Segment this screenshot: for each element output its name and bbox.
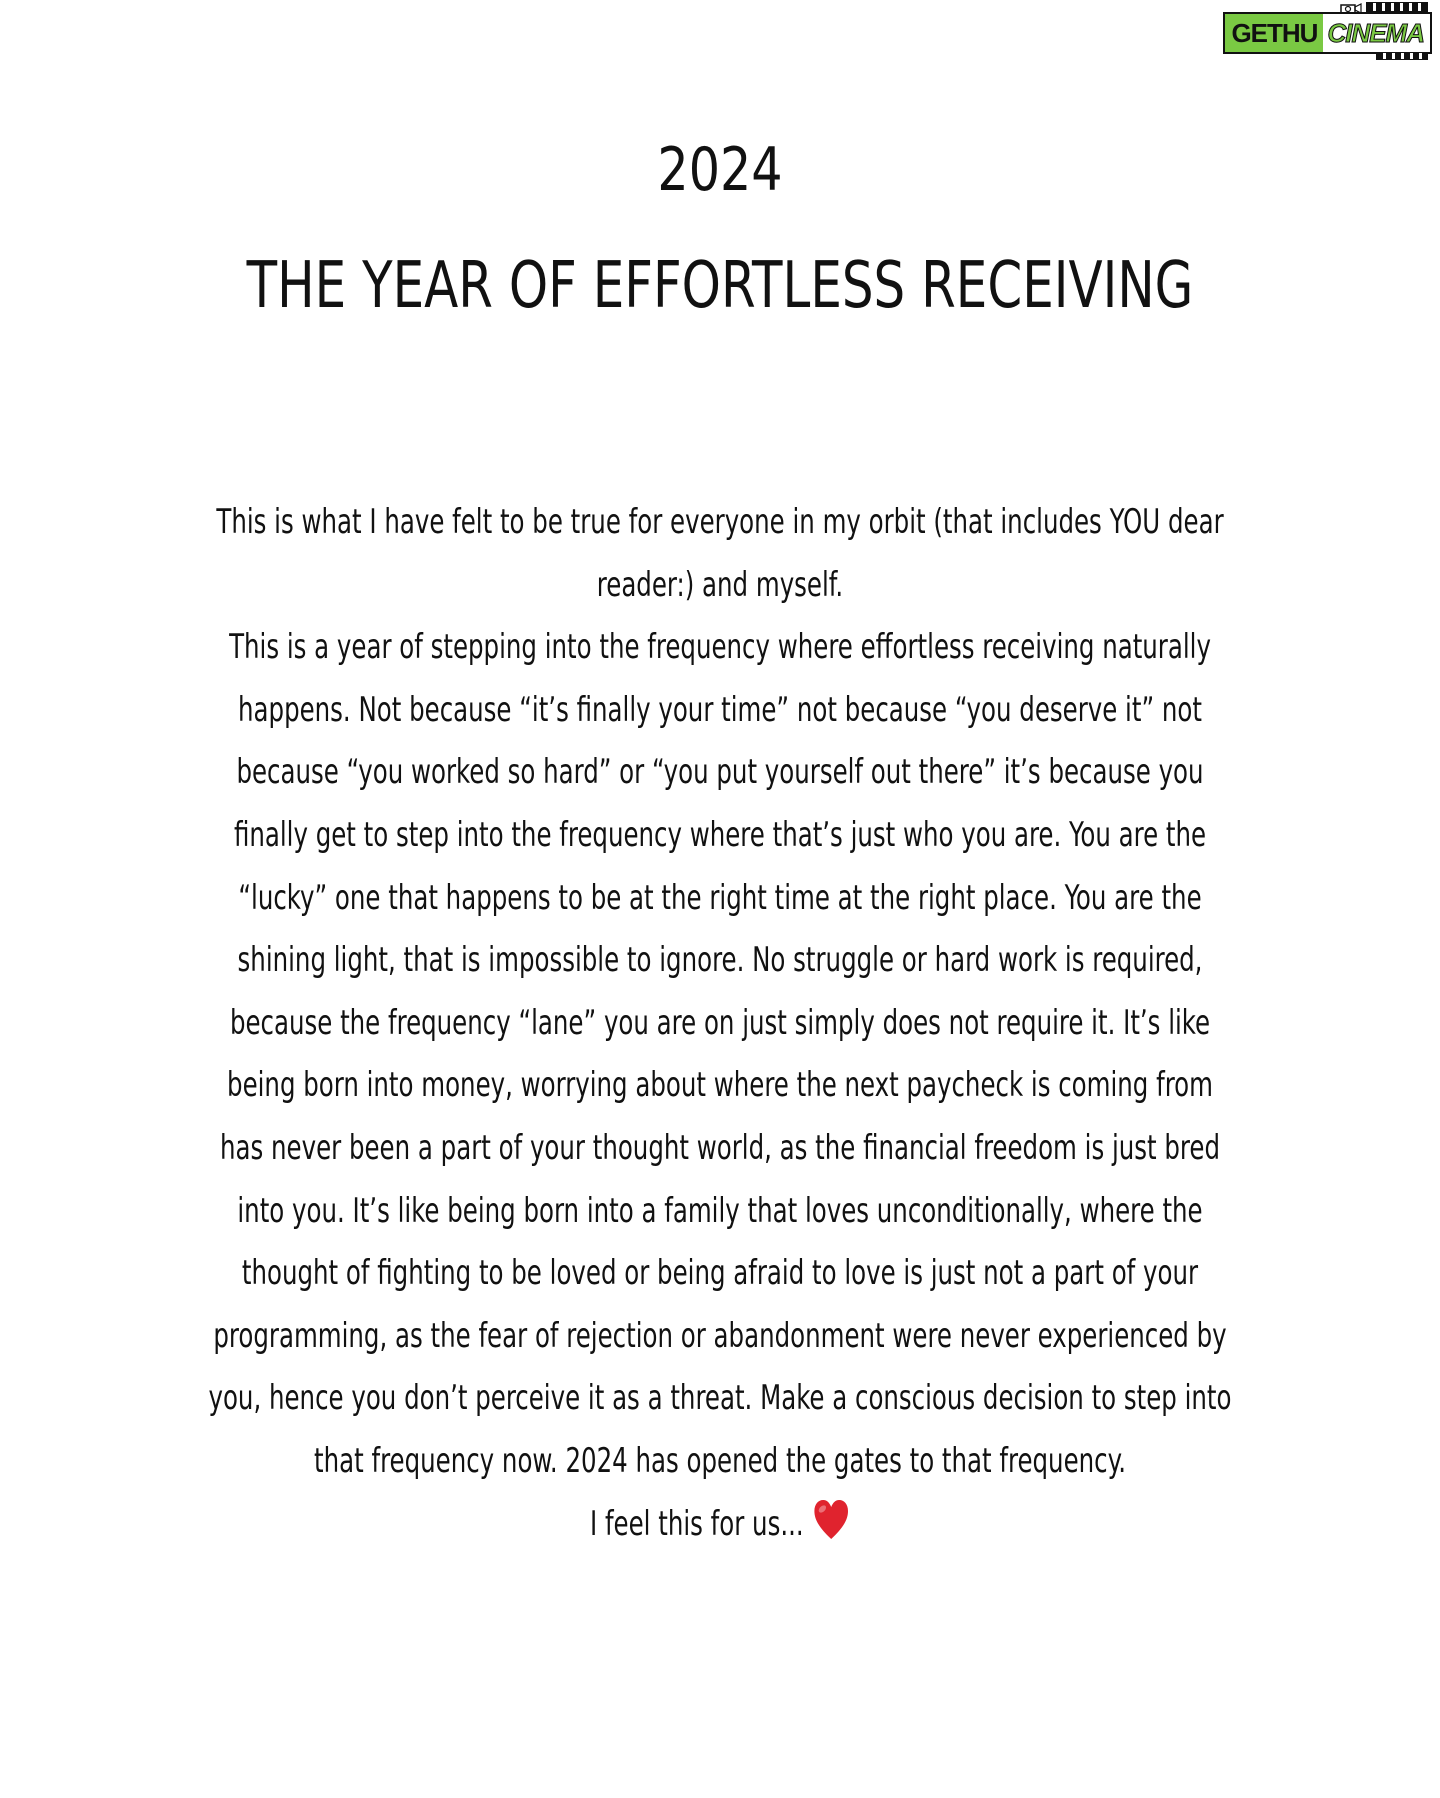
watermark-badge [1223, 12, 1432, 54]
body-line: reader:) and myself. [596, 564, 844, 605]
watermark-text-left: GETHU [1225, 14, 1323, 52]
body-line: because “you worked so hard” or “you put yourself out there” it’s because you [236, 752, 1204, 793]
body-line: finally get to step into the frequency where that’s just who you are. You are the [233, 814, 1207, 855]
body-text [0, 491, 1440, 1555]
body-line: “lucky” one that happens to be at the right time at the right place. You are the [238, 877, 1202, 918]
film-strip-decoration-bottom [1376, 52, 1428, 60]
body-line: programming, as the fear of rejection or abandonment were never experienced by [213, 1315, 1227, 1356]
body-line: that frequency now. 2024 has opened the gates to that frequency. [314, 1440, 1126, 1481]
body-line: shining light, that is impossible to ignore. No struggle or hard work is required, [237, 940, 1203, 981]
watermark-text-right: CINEMA [1323, 14, 1430, 52]
film-strip-decoration [1366, 2, 1428, 12]
body-line: has never been a part of your thought world, as the financial freedom is just bred [220, 1127, 1220, 1168]
body-line: This is what I have felt to be true for everyone in my orbit (that includes YOU dear [216, 502, 1224, 542]
body-line: into you. It’s like being born into a family that loves unconditionally, where the [237, 1190, 1203, 1231]
body-line: thought of fighting to be loved or being afraid to love is just not a part of your [241, 1253, 1199, 1294]
watermark-logo [1214, 8, 1432, 58]
closing-text: I feel this for us... [589, 1503, 804, 1544]
heading-title: THE YEAR OF EFFORTLESS RECEIVING [246, 249, 1194, 323]
closing-line [144, 1493, 1296, 1556]
body-line: you, hence you don’t perceive it as a threat. Make a conscious decision to step into [208, 1378, 1232, 1419]
heading-year: 2024 [657, 135, 783, 205]
body-line: happens. Not because “it’s finally your time” not because “you deserve it” not [238, 689, 1202, 730]
camera-icon [1340, 2, 1362, 14]
body-line: being born into money, worrying about where the next paycheck is coming from [227, 1065, 1213, 1106]
body-line: This is a year of stepping into the frequency where effortless receiving naturally [229, 627, 1211, 668]
heart-icon [812, 1497, 850, 1545]
body-line: because the frequency “lane” you are on just simply does not require it. It’s like [229, 1002, 1211, 1043]
